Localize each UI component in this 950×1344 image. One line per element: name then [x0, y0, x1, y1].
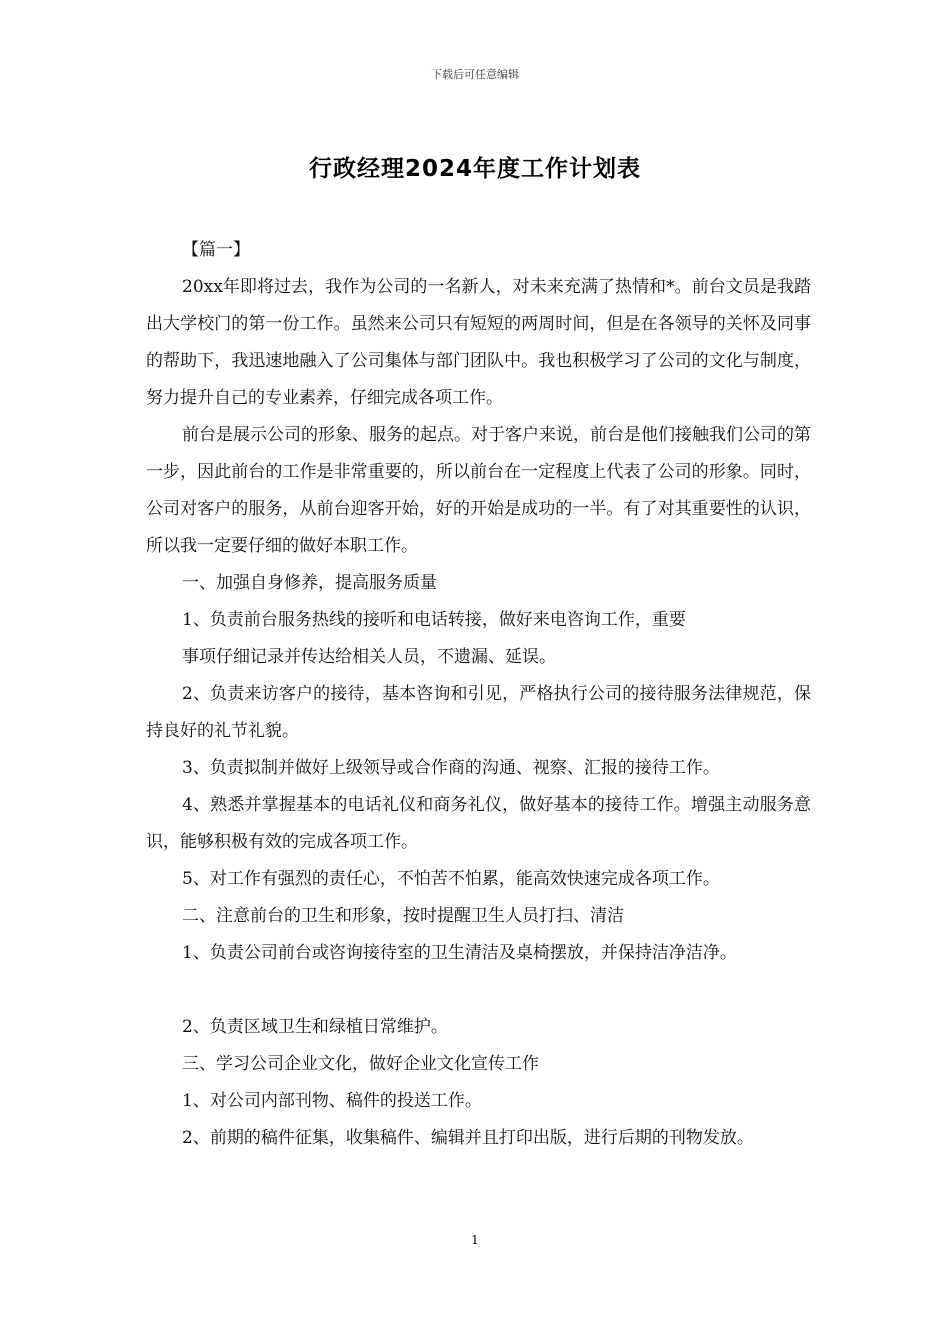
list-item: 2、负责区域卫生和绿植日常维护。 [182, 1017, 448, 1037]
list-item: 1、负责公司前台或咨询接待室的卫生清洁及桌椅摆放，并保持洁净洁净。 [182, 943, 737, 963]
list-item: 2、前期的稿件征集，收集稿件、编辑并且打印出版，进行后期的刊物发放。 [182, 1128, 754, 1148]
reception-paragraph: 前台是展示公司的形象、服务的起点。对于客户来说，前台是他们接触我们公司的第一步，因此前台的工作是非常重要的，所以前台在一定程度上代表了公司的形象。同时，公司对客户的服务，从前台迎客开始，好的开始是成功的一半。有了对其重要性的认识，所以我一定要仔细的做好本职工作。 [146, 425, 811, 556]
document-body [146, 232, 811, 1157]
list-item: 3、负责拟制并做好上级领导或合作商的沟通、视察、汇报的接待工作。 [182, 758, 720, 778]
page-number: 1 [471, 1233, 479, 1247]
section-heading: 一、加强自身修养，提高服务质量 [182, 573, 437, 593]
document-title: 行政经理2024年度工作计划表 [308, 156, 641, 182]
section-heading: 二、注意前台的卫生和形象，按时提醒卫生人员打扫、清洁 [182, 906, 624, 926]
blank-line [146, 972, 811, 1009]
list-item: 2、负责来访客户的接待，基本咨询和引见，严格执行公司的接待服务法律规范，保持良好的礼节礼貌。 [146, 684, 811, 741]
section-label: 【篇一】 [182, 240, 250, 260]
header-note: 下载后可任意编辑 [431, 68, 519, 81]
list-item: 1、负责前台服务热线的接听和电话转接，做好来电咨询工作，重要 [182, 610, 686, 630]
list-item-continuation: 事项仔细记录并传达给相关人员，不遗漏、延误。 [182, 647, 556, 667]
list-item: 1、对公司内部刊物、稿件的投送工作。 [182, 1091, 482, 1111]
section-heading: 三、学习公司企业文化，做好企业文化宣传工作 [182, 1054, 539, 1074]
list-item: 4、熟悉并掌握基本的电话礼仪和商务礼仪，做好基本的接待工作。增强主动服务意识，能够积极有效的完成各项工作。 [146, 795, 811, 852]
intro-paragraph: 20xx年即将过去，我作为公司的一名新人，对未来充满了热情和*。前台文员是我踏出大学校门的第一份工作。虽然来公司只有短短的两周时间，但是在各领导的关怀及同事的帮助下，我迅速地融入了公司集体与部门团队中。我也积极学习了公司的文化与制度，努力提升自己的专业素养，仔细完成各项工作。 [146, 277, 811, 408]
list-item: 5、对工作有强烈的责任心，不怕苦不怕累，能高效快速完成各项工作。 [182, 869, 720, 889]
